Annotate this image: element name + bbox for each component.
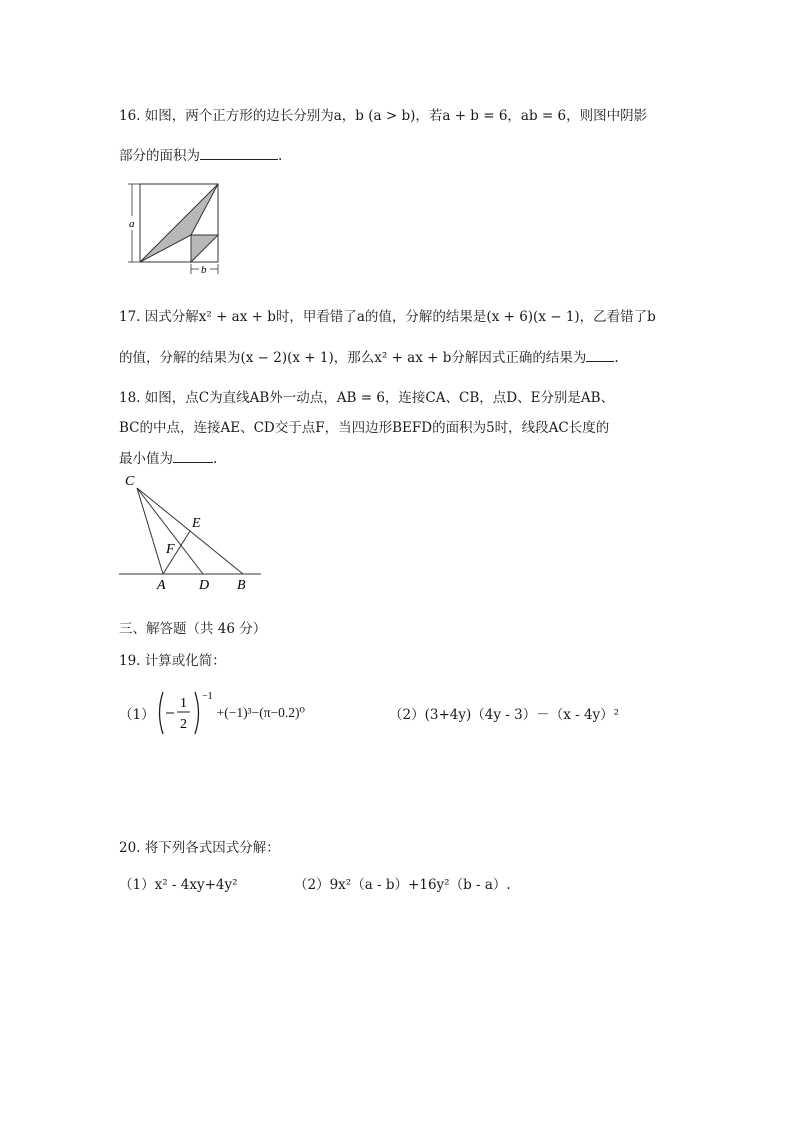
label-a-point: A xyxy=(157,578,166,593)
q18-figure xyxy=(115,470,265,594)
q18-line3-end: . xyxy=(213,451,218,467)
q17-line2 xyxy=(119,346,619,366)
q18-answer-blank xyxy=(173,462,213,463)
shaded-region-upper xyxy=(140,184,218,262)
label-d: D xyxy=(199,578,210,593)
label-e: E xyxy=(192,516,201,531)
label-b-point: B xyxy=(237,578,246,593)
q19-p1-fraction-group xyxy=(155,690,217,736)
q18-line2: BC的中点，连接AE、CD交于点F，当四边形BEFD的面积为5时，线段AC长度的 xyxy=(119,420,610,436)
segment-ca xyxy=(137,488,163,574)
label-a: a xyxy=(129,218,135,230)
q19-title: 19. 计算或化简： xyxy=(119,653,226,669)
q17-line2-end: . xyxy=(614,350,619,366)
q19-part1 xyxy=(119,690,305,736)
q17-line2-text: 的值，分解的结果为(x − 2)(x + 1)，那么x² + ax + b分解因式正确的结果为 xyxy=(119,350,587,366)
q17-line1: 17. 因式分解x² + ax + b时，甲看错了a的值，分解的结果是(x + 6)(x − 1)，乙看错了b xyxy=(119,309,656,325)
shaded-region-lower xyxy=(191,235,218,262)
q19-part2: （2）(3+4y)（4y - 3）－（x - 4y）² xyxy=(389,707,620,723)
q20-part1: （1）x² - 4xy+4y² xyxy=(119,877,238,893)
q20-part2: （2）9x²（a - b）+16y²（b - a）. xyxy=(294,877,511,893)
q18-line3 xyxy=(119,447,217,467)
label-f: F xyxy=(166,542,175,557)
q16-line2 xyxy=(119,144,282,164)
q19-p1-numerator: 1 xyxy=(179,696,187,711)
q16-figure xyxy=(124,180,224,276)
q19-p1-expression: +(−1)³−(π−0.2)⁰ xyxy=(216,705,305,720)
q18-line3-text: 最小值为 xyxy=(119,451,173,467)
q19-p1-denominator: 2 xyxy=(179,717,187,732)
q17-answer-blank xyxy=(586,361,614,362)
q19-p1-exponent: −1 xyxy=(201,691,213,702)
q20-title: 20. 将下列各式因式分解： xyxy=(119,840,280,856)
label-b: b xyxy=(201,264,207,276)
section-title: 三、解答题（共 46 分） xyxy=(119,621,267,637)
q16-line2-end: . xyxy=(278,148,283,164)
q19-p1-label: （1） xyxy=(119,707,155,723)
q18-line1: 18. 如图，点C为直线AB外一动点，AB = 6，连接CA、CB，点D、E分别是AB、 xyxy=(119,390,615,406)
segment-cd xyxy=(137,488,203,574)
q16-line2-text: 部分的面积为 xyxy=(119,148,200,164)
q16-answer-blank xyxy=(200,159,278,160)
label-c: C xyxy=(125,474,135,489)
q16-line1: 16. 如图，两个正方形的边长分别为a，b (a > b)，若a + b = 6，ab = 6，则图中阴影 xyxy=(119,108,648,124)
